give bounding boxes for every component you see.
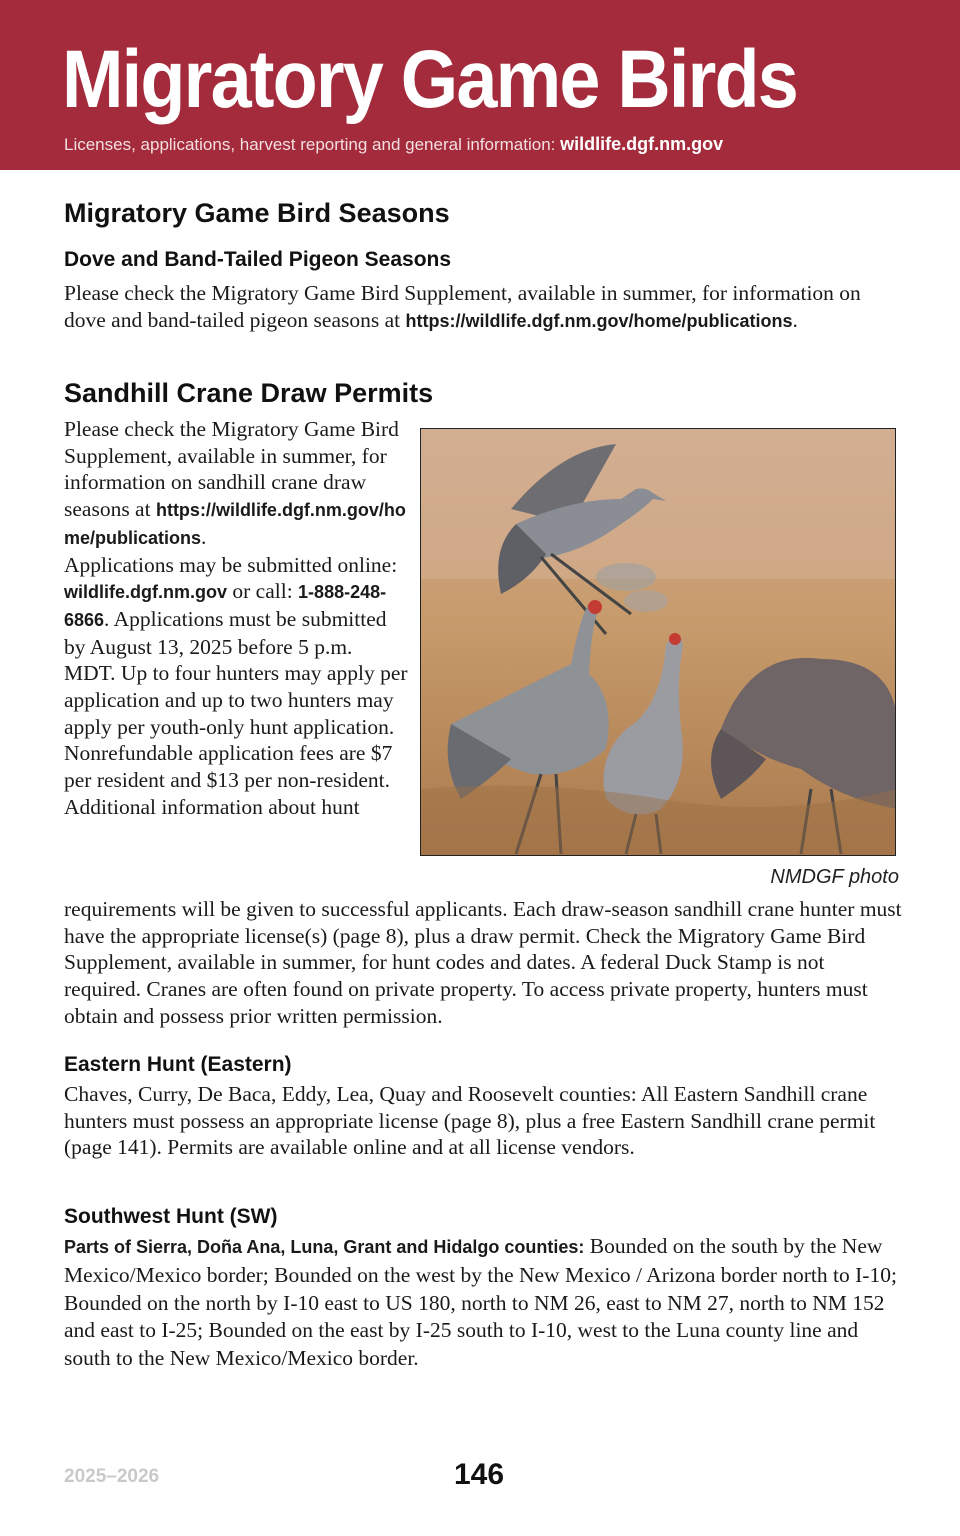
southwest-text: Bounded on the south by the New Mexico/Mexico border; Bounded on the west by the New Mexico / Arizona border north to I-10; Bounded on the north by I-10 east to US 180, north to NM 26, east to NM 27, north to NM 152 and east to I-25; Bounded on the east by I-25 south to I-10, west to the Luna county line and south to the New Mexico/Mexico border. [64,1234,897,1371]
southwest-paragraph [64,1233,904,1373]
crane-photo-illustration [421,429,896,856]
crane-publications-link[interactable]: https://wildlife.dgf.nm.gov/home/publications [64,500,406,548]
dove-heading: Dove and Band-Tailed Pigeon Seasons [64,248,452,271]
eastern-heading: Eastern Hunt (Eastern) [64,1053,292,1076]
page-title: Migratory Game Birds [62,34,798,125]
dove-end: . [792,307,798,332]
southwest-lead: Parts of Sierra, Doña Ana, Luna, Grant and Hidalgo counties: [64,1237,585,1257]
crane-p1-text: Please check the Migratory Game Bird Supplement, available in summer, for information on sandhill crane draw seasons at [64,417,399,522]
southwest-heading: Southwest Hunt (SW) [64,1205,278,1228]
crane-p1-end: . [201,524,207,549]
footer-year: 2025–2026 [64,1466,160,1487]
crane-p2-a: Applications may be submitted online: [64,552,398,577]
photo-credit: NMDGF photo [770,866,899,888]
banner-subtitle [64,134,723,155]
website-link[interactable]: wildlife.dgf.nm.gov [560,134,724,154]
seasons-heading: Migratory Game Bird Seasons [64,198,450,228]
phone-number[interactable]: 1-888-248-6866 [64,582,387,630]
crane-paragraph-continued: requirements will be given to successful applicants. Each draw-season sandhill crane hunter must have the appropriate license(s) (page 8), plus a draw permit. Check the Migratory Game Bird Supplement, available in summer, for hunt codes and dates. A federal Duck Stamp is not required. Cranes are often found on private property. To access private property, hunters must obtain and possess prior written permission. [64,897,902,1028]
eastern-paragraph: Chaves, Curry, De Baca, Eddy, Lea, Quay and Roosevelt counties: All Eastern Sandhill crane hunters must possess an appropriate license (page 8), plus a free Eastern Sandhill crane permit (page 141). Permits are available online and at all license vendors. [64,1082,876,1160]
page-number: 146 [454,1458,505,1491]
publications-link[interactable]: https://wildlife.dgf.nm.gov/home/publications [405,310,793,331]
banner-subtitle-text: Licenses, applications, harvest reporting and general information: [64,135,556,154]
title-banner [0,0,960,170]
dove-text: Please check the Migratory Game Bird Supplement, available in summer, for information on dove and band-tailed pigeon seasons at [64,281,861,332]
crane-heading: Sandhill Crane Draw Permits [64,378,434,408]
crane-p2-b: or call: [232,579,293,604]
crane-paragraph [64,416,409,821]
crane-website-link[interactable]: wildlife.dgf.nm.gov [64,582,227,603]
crane-p2-c: . Applications must be submitted by August 13, 2025 before 5 p.m. MDT. Up to four hunters may apply per application and up to two hunters may apply per youth-only hunt application. Nonrefundable application fees are $7 per resident and $13 per non-resident. Additional information about hunt [64,606,408,819]
dove-paragraph [64,280,904,334]
sandhill-crane-photo [420,428,896,856]
